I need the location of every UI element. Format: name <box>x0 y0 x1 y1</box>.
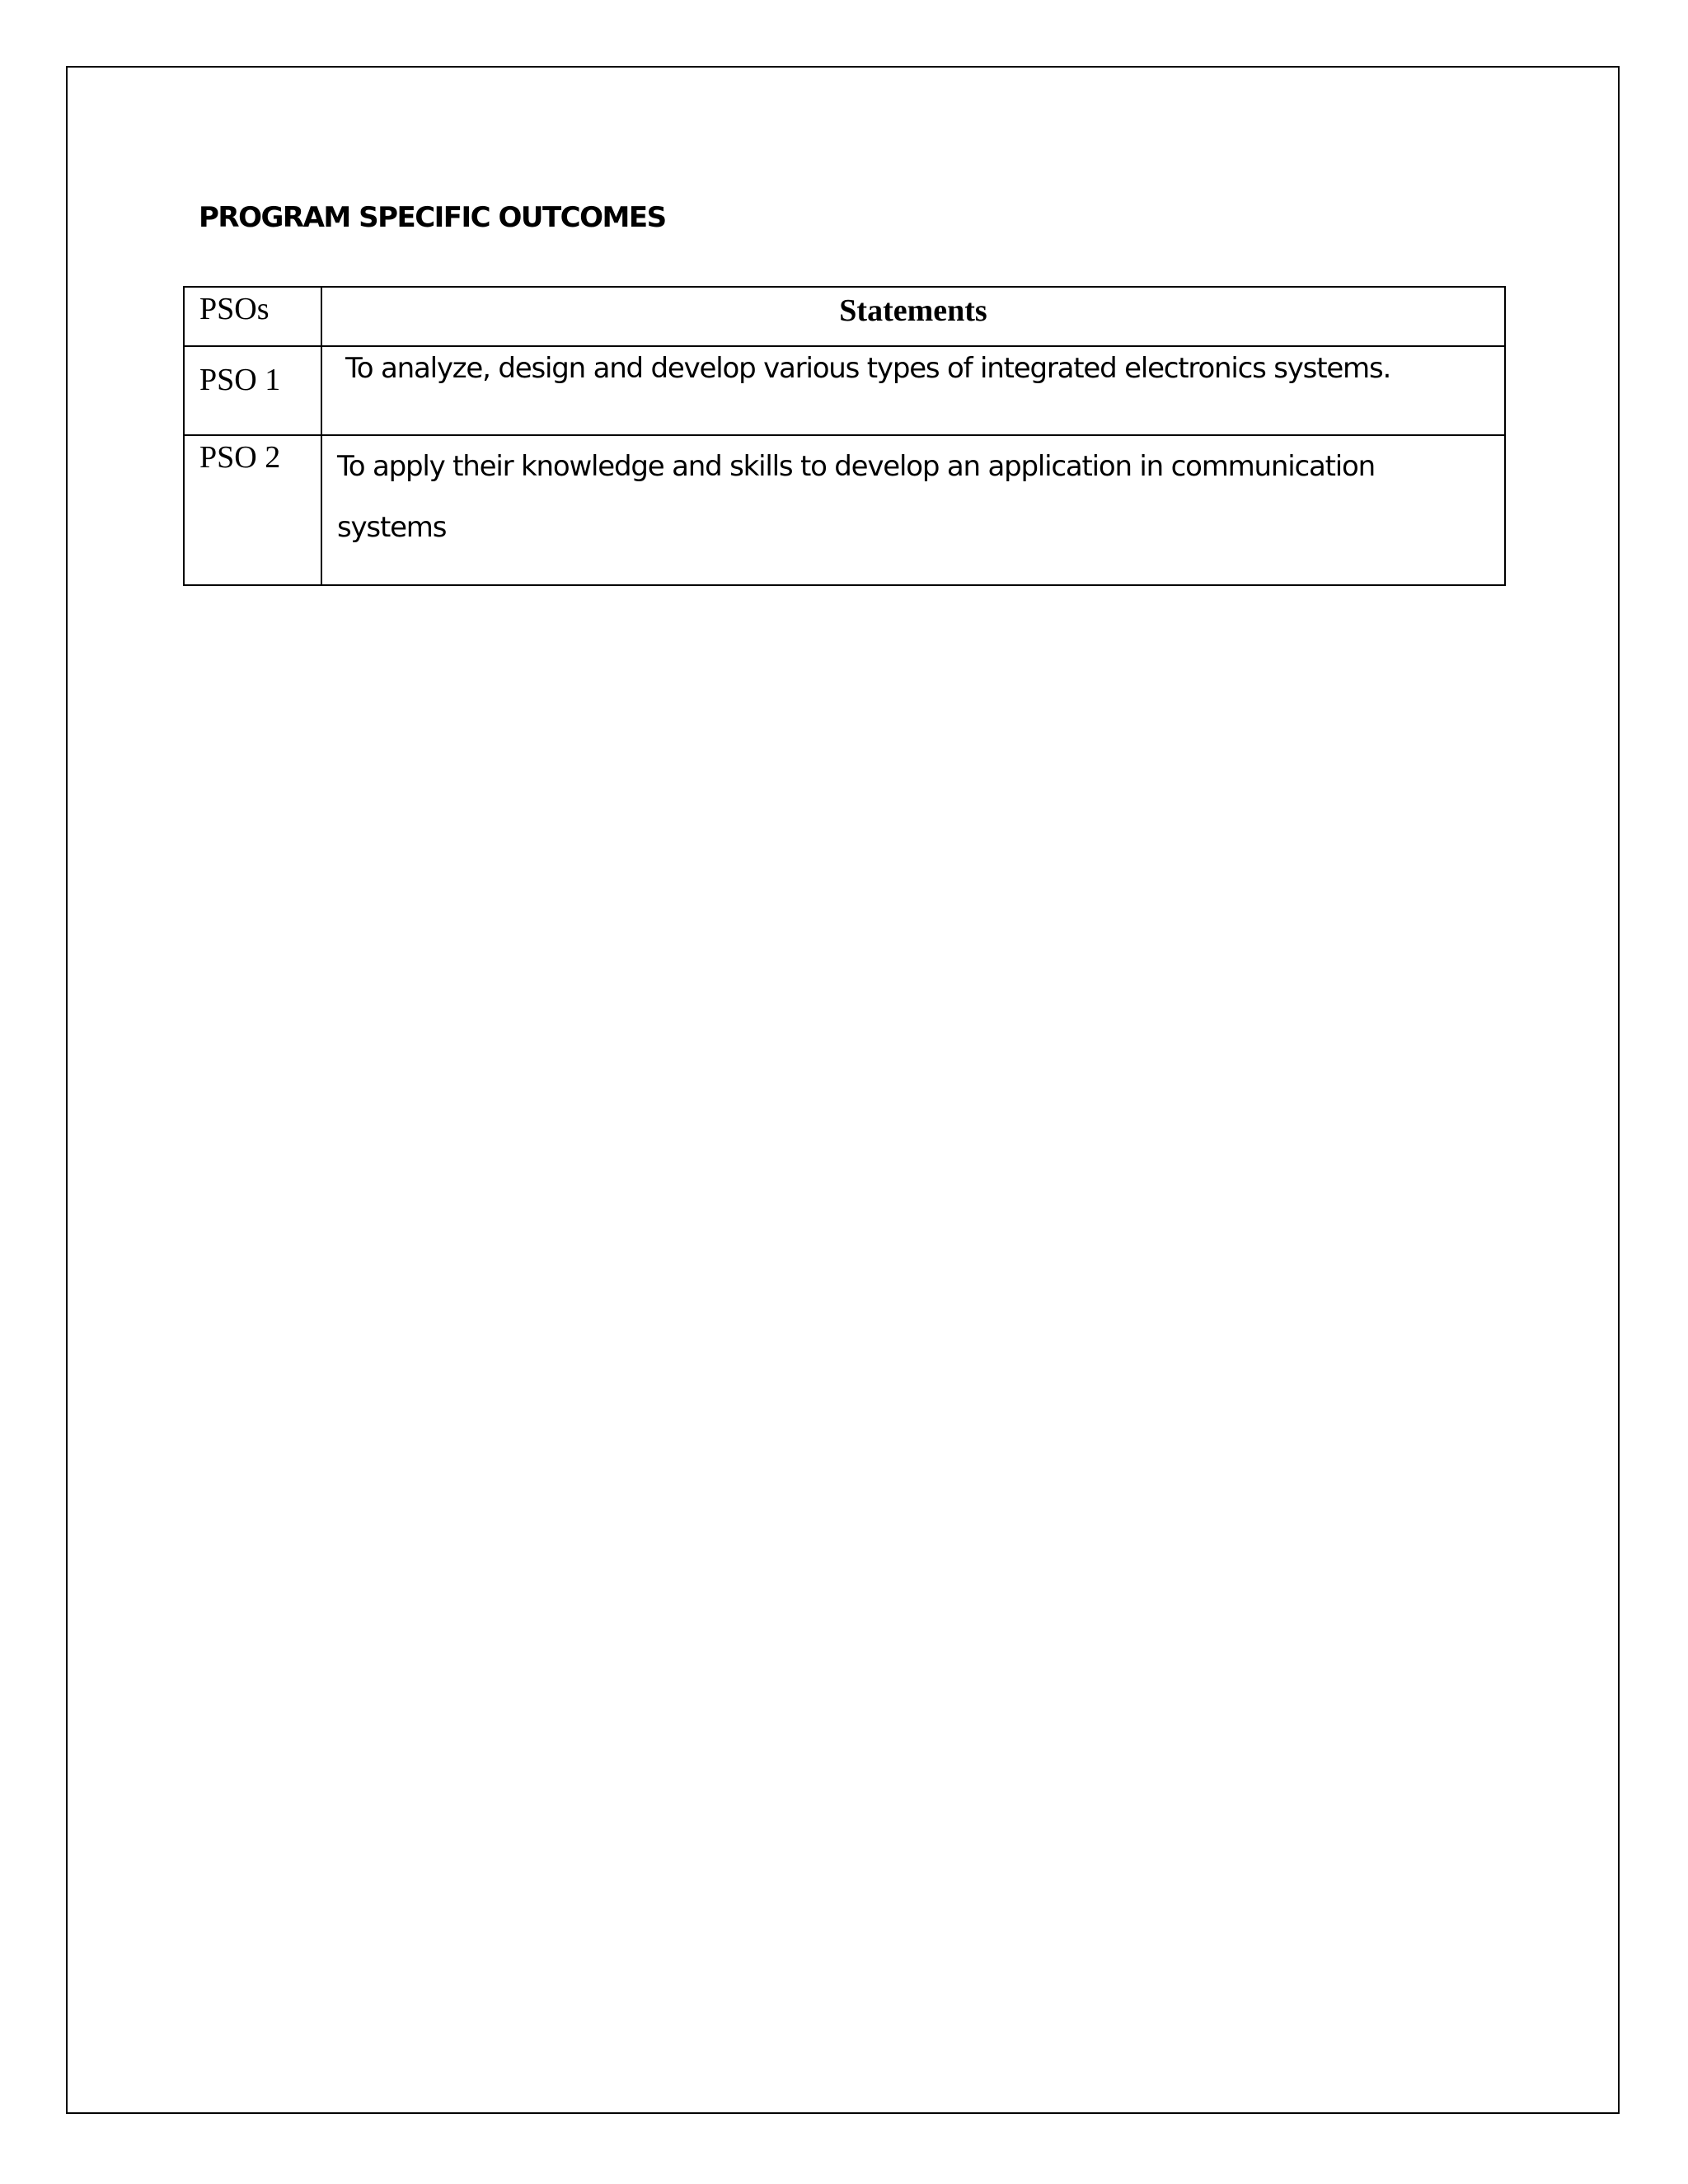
section-title: PROGRAM SPECIFIC OUTCOMES <box>199 201 666 234</box>
pso-id-cell: PSO 2 <box>184 435 321 585</box>
table-header-row <box>184 287 1505 346</box>
table-row <box>184 346 1505 435</box>
pso-table <box>183 286 1506 586</box>
header-psos: PSOs <box>184 287 321 346</box>
table-row <box>184 435 1505 585</box>
pso-id-cell: PSO 1 <box>184 346 321 435</box>
statement-cell: To analyze, design and develop various types of integrated electronics systems. <box>321 346 1505 435</box>
statement-cell: To apply their knowledge and skills to develop an application in communication systems <box>321 435 1505 585</box>
header-statements: Statements <box>321 287 1505 346</box>
